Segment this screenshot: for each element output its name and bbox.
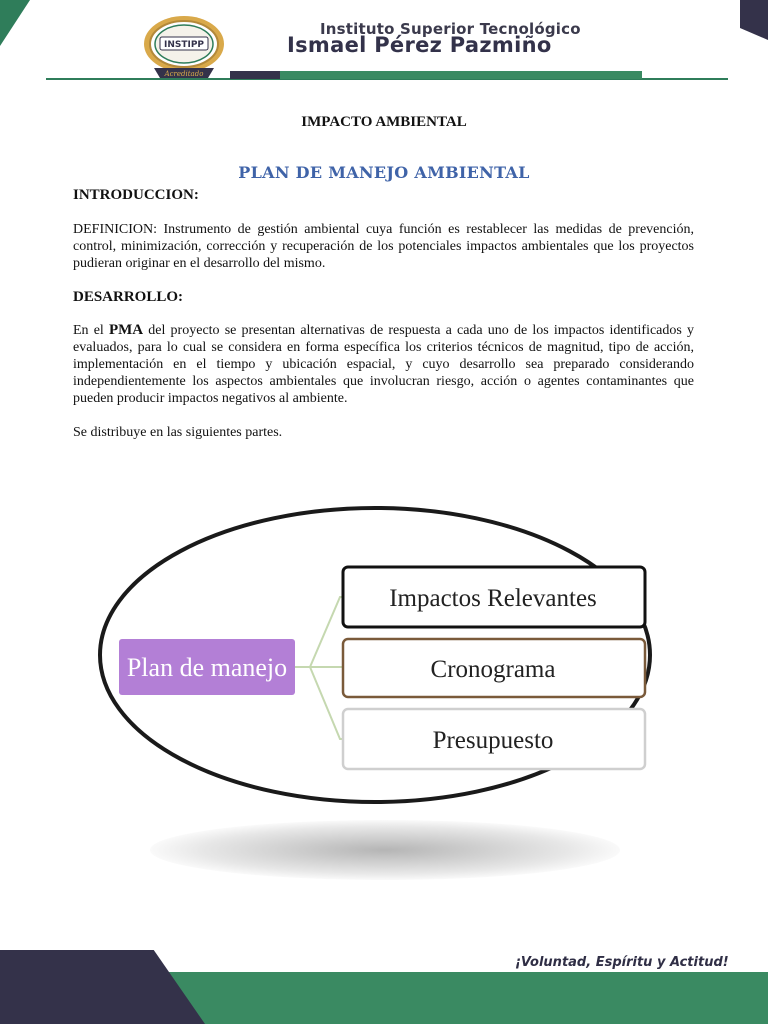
closing-sentence: Se distribuye en las siguientes partes. [73,425,283,440]
institute-logo [142,14,226,80]
development-text: del proyecto se presentan alternativas de respuesta a cada uno de los impactos identificados y evaluados, para lo cual se considera en forma específica los criterios técnicos de magnitud, tipo de acción, implementación en el tiempo y ubicación espacial, y cuyo desarrollo sea preparado considerando independientemente los aspectos ambientales que involucran riesgo, acción o agentes contaminantes que pueden producir impactos negativos al ambiente. [73,323,695,406]
header-corner-right [740,0,768,40]
development-heading: DESARROLLO: [73,289,184,305]
development-paragraph [73,322,694,407]
development-prefix: En el [73,323,109,338]
header-corner-left [0,0,30,46]
footer-slogan: ¡Voluntad, Espíritu y Actitud! [515,955,729,970]
development-acronym: PMA [108,322,144,338]
branch-node-label-3: Presupuesto [432,727,554,754]
branch-node-label-2: Cronograma [430,656,556,683]
diagram-shadow [150,820,620,880]
document-title: IMPACTO AMBIENTAL [301,114,467,130]
institute-name-line1: Instituto Superior Tecnológico [320,20,581,38]
document-subtitle: PLAN DE MANEJO AMBIENTAL [238,163,530,182]
logo-text: INSTIPP [163,40,205,50]
header-band-dark [230,71,280,79]
root-node-label: Plan de manejo [126,653,288,682]
footer-band-green [150,972,768,1024]
definition-paragraph: DEFINICION: Instrumento de gestión ambiental cuya función es restablecer las medidas de prevención, control, minimización, corrección y recuperación de los potenciales impactos ambientales que los proyectos pudieran originar en el desarrollo del mismo. [73,222,694,271]
branch-node-label-1: Impactos Relevantes [389,585,597,612]
intro-heading: INTRODUCCION: [73,187,199,203]
header-band-green [280,71,642,79]
institute-name-line2: Ismael Pérez Pazmiño [287,33,552,57]
logo-ribbon-text: Acreditado [164,70,204,78]
footer-band-dark [0,950,205,1024]
plan-diagram [95,505,675,805]
